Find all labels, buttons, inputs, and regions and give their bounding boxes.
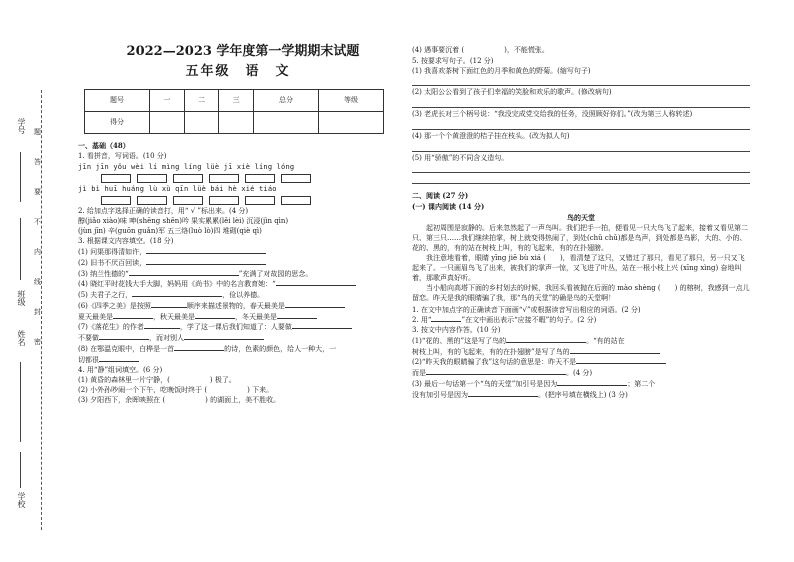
reading-question-3: 3. 按文中内容作答。(10 分)	[412, 326, 501, 335]
question-4-3	[78, 396, 398, 405]
score-table-header: 总分	[253, 89, 318, 111]
question-3-6-cont	[78, 312, 398, 322]
answer-box[interactable]	[173, 174, 203, 183]
answer-boxes-row	[78, 196, 398, 205]
prompt-text: 。(4 分)	[566, 369, 593, 378]
seat-number-label: 学号	[17, 118, 26, 134]
prompt-text: )，不能慌张。	[504, 46, 549, 54]
seal-word: 线	[34, 278, 41, 286]
seal-word: 题	[34, 128, 41, 136]
prompt-text: (7)《落花生》的作者	[78, 323, 144, 332]
prompt-text: 顺序来描述景物的，春天最美是	[186, 301, 285, 310]
fill-blank[interactable]	[151, 301, 187, 308]
prompt-text: (4) 遇事要沉着 (	[412, 46, 465, 54]
exam-subtitle: 五年级 语 文	[185, 64, 291, 80]
fill-blank[interactable]	[129, 269, 239, 276]
seat-number-line	[20, 152, 21, 202]
question-3-7	[78, 322, 398, 332]
answer-line[interactable]	[412, 162, 750, 173]
prompt-text: (3) 夕阳西下，余晖映照在 (	[78, 395, 166, 404]
class-line	[20, 218, 21, 280]
question-1: 1. 看拼音，写词语。(10 分)	[78, 152, 167, 161]
prompt-text: 夏天最美是	[78, 312, 113, 321]
school-line	[20, 452, 21, 488]
answer-box[interactable]	[209, 174, 239, 183]
score-table-header: 一	[150, 89, 185, 111]
score-row-label: 得分	[85, 111, 150, 133]
fill-blank[interactable]	[285, 301, 345, 308]
question-5: 5. 按要求写句子。(12 分)	[412, 56, 494, 65]
prompt-text: 不要做	[78, 334, 99, 342]
pinyin-row: jīn jīn yǒu wèi lí mìng líng lüè jī xiè líng lóng	[78, 163, 295, 171]
prompt-text: (3) 最后一句话第一个“鸟的天堂”加引号是因为	[412, 379, 558, 388]
question-5-1: (1) 我喜欢茶树下面红色的月季和黄色的野菊。(缩写句子)	[412, 66, 591, 75]
section-reading-title: 二、阅读 (27 分)	[412, 191, 469, 201]
school-label: 学校	[17, 492, 26, 508]
question-4-2	[78, 386, 398, 395]
prompt-text: ，学了这一课后我们知道了：人要做	[179, 323, 292, 332]
fill-blank[interactable]	[184, 333, 264, 340]
seal-word: 不	[34, 218, 41, 226]
fill-blank[interactable]	[113, 312, 153, 319]
prompt-text: ；第二个	[627, 379, 656, 388]
prompt-text: (6)《四季之美》是按照	[78, 301, 151, 310]
question-5-4: (4) 那一个个黄澄澄的桔子挂在枝头。(改为拟人句)	[412, 131, 570, 140]
pinyin-row: jì bì huī huáng lù xù qīn lüè bái hè xié tiáo	[78, 185, 277, 193]
score-cell[interactable]	[253, 111, 318, 133]
question-3-8-cont	[78, 355, 398, 365]
prompt-text: ”在文中画出表示“应接不暇”的句子。(2 分)	[461, 316, 597, 325]
prompt-text: 切都很	[78, 355, 99, 364]
answer-line[interactable]	[412, 97, 750, 108]
prompt-text: 2. 用“	[412, 316, 432, 325]
fill-blank[interactable]	[570, 347, 660, 354]
fill-blank[interactable]	[576, 357, 666, 364]
seal-word: 答	[34, 158, 41, 166]
fill-blank[interactable]	[557, 379, 627, 386]
prompt-text: 的诗，色素的颜色，给人一种大，一	[224, 344, 337, 353]
reading-question-3-2	[412, 357, 750, 367]
question-5-5: (5) 用“骄傲”的不同含义造句。	[412, 153, 509, 162]
fill-blank[interactable]	[144, 322, 180, 329]
prompt-text: ，而对别人	[149, 334, 184, 342]
question-2: 2. 给加点字选择正确的读音打，用“ √ ”标出来。(4 分)	[78, 207, 249, 215]
question-4: 4. 用“静”组词填空。(6 分)	[78, 366, 163, 375]
prompt-text: (8) 在鄂温克眼中，白桦是一首	[78, 344, 175, 353]
binding-margin	[0, 0, 70, 562]
answer-box[interactable]	[209, 196, 239, 205]
score-table-header: 三	[219, 89, 254, 111]
exam-title: 2022—2023 学年度第一学期期末试题	[126, 44, 360, 59]
prompt-text: ) 的湖面上，美不胜收。	[205, 395, 281, 404]
fill-blank[interactable]	[431, 315, 461, 322]
seal-word: 内	[34, 248, 41, 256]
question-3-8	[78, 344, 398, 354]
prompt-text: (1) 问渠那得清如许，	[78, 248, 147, 256]
seal-word: 封	[34, 308, 41, 316]
prompt-text: ) 下来。	[247, 385, 274, 394]
answer-line[interactable]	[412, 173, 750, 184]
prompt-text: 而是	[412, 369, 426, 378]
answer-line[interactable]	[412, 75, 750, 86]
prompt-text: 。“有的站在	[586, 336, 625, 345]
fill-blank[interactable]	[276, 279, 356, 286]
question-4-1	[78, 376, 398, 385]
answer-box[interactable]	[245, 174, 275, 183]
prompt-text: (1)“花的、黑的”这是写了鸟的	[412, 336, 507, 345]
question-3-7-cont	[78, 333, 398, 343]
score-table-header-row	[85, 89, 384, 111]
passage-paragraph: 起初周围是寂静的。后来忽然起了一声鸟叫。我们把手一拍，便看见一只大鸟飞了起来，接着又看见第二只、第三只……我们继续拍掌，树上就变得热闹了，到处(chǔ chǔ)都是鸟声，到处都是鸟影，大的、小的、花的、黑的，有的站在树枝上叫，有的飞起来，有的在扑翅膀。	[412, 223, 748, 252]
fill-blank[interactable]	[146, 247, 266, 254]
score-cell[interactable]	[150, 111, 185, 133]
question-2-row: 醇(jiǎo xiào)味 呻(shēng shēn)吟 果实累累(lěi lèi) 沉浸(jìn qìn)	[78, 216, 289, 225]
reading-question-3-1	[412, 336, 750, 346]
score-table-row	[85, 111, 384, 133]
prompt-text: 。(把序号填在横线上) (3 分)	[538, 390, 628, 399]
answer-box[interactable]	[245, 196, 275, 205]
question-3-3	[78, 269, 398, 279]
fill-blank[interactable]	[292, 322, 352, 329]
left-column	[78, 40, 398, 404]
prompt-text: (2) 旧书不厌百回读，	[78, 258, 147, 267]
reading-question-3-2-cont	[412, 368, 750, 378]
passage-title: 鸟的天堂	[567, 212, 595, 222]
fill-blank[interactable]	[174, 344, 224, 351]
question-3-5	[78, 290, 398, 300]
prompt-text: (2)“昨天我的眼睛骗了我”这句话的意思是：昨天不是	[412, 358, 577, 367]
question-3-1	[78, 247, 398, 257]
answer-box[interactable]	[281, 196, 311, 205]
reading-question-3-3-cont	[412, 390, 750, 400]
fill-blank[interactable]	[146, 258, 266, 265]
score-cell[interactable]	[318, 111, 383, 133]
prompt-text: (3) 纳兰性德的“	[78, 269, 129, 278]
passage-paragraph: 当小船向高塔下面的乡村划去的时候，我回头看被抛在后面的 mào shèng ( ) 的榕树，我感到一点儿留恋。昨天是我的眼睛骗了我，那“鸟的天堂”的确是鸟的天堂啊！	[412, 284, 750, 303]
prompt-text: (4) 晓红平时花钱大手大脚，妈妈用《尚书》中的名言教育她：“	[78, 280, 276, 289]
prompt-text: ，秋天最美是	[153, 312, 195, 321]
prompt-text: (2) 小外孙吵闹一个下午，吃晚饭时终于 (	[78, 385, 208, 394]
score-cell[interactable]	[184, 111, 219, 133]
prompt-text: ，俭以养德。	[222, 291, 265, 299]
question-3-6	[78, 301, 398, 311]
question-4-4	[412, 46, 750, 55]
score-table	[84, 89, 384, 134]
question-3-4	[78, 279, 398, 289]
answer-line[interactable]	[412, 141, 750, 152]
answer-box[interactable]	[101, 196, 131, 205]
name-label: 姓名	[17, 330, 26, 346]
fill-blank[interactable]	[99, 355, 139, 362]
prompt-text: (1) 黄昏的森林里一片宁静，(	[78, 376, 170, 384]
question-3-2	[78, 258, 398, 268]
subsection-title: (一) 课内阅读 (14 分)	[412, 202, 485, 211]
prompt-text: ”充满了对故园的思念。	[238, 269, 313, 278]
question-5-3: (3) 老虎长对三个柄号说：“我没完成党交给我的任务，没照顾好你们。”(改为第三人称转述)	[412, 110, 693, 118]
answer-boxes-row	[78, 174, 398, 183]
answer-box[interactable]	[173, 196, 203, 205]
answer-box[interactable]	[101, 174, 131, 183]
question-2-row: (jùn jīn) 辛(guōn guǎn)军 五三络(luò lò)四 堆砌(qiè qì)	[78, 226, 262, 235]
section-basics-title: 一、基础（48）	[78, 140, 130, 150]
answer-line[interactable]	[412, 119, 750, 130]
passage-paragraph: 我注意地看着，眼睛 yīng jiē bù xiá ( )，看清楚了这只，又错过了那只，看见了那只，另一只又飞起来了。一只画眉鸟飞了出来，被我们的掌声一惊，又飞进了叶丛，站在一根小枝上兴 (xīng xìng) 奋地叫着，那歌声真好听。	[412, 253, 745, 283]
prompt-text: (5) 夫君子之行，	[78, 291, 133, 299]
right-column	[412, 44, 750, 399]
prompt-text: ) 极了。	[209, 376, 236, 384]
reading-question-2	[412, 315, 750, 325]
class-label: 班级	[17, 290, 26, 306]
fill-blank[interactable]	[506, 336, 586, 343]
question-3: 3. 根据课文内容填空。(18 分)	[78, 237, 174, 246]
name-line	[20, 362, 21, 442]
score-table-header: 题号	[85, 89, 150, 111]
seal-dashed-line	[41, 90, 42, 530]
answer-box[interactable]	[137, 196, 167, 205]
fill-blank[interactable]	[426, 368, 566, 375]
question-5-2: (2) 太阳公公看到了孩子们幸福的笑脸和欢乐的歌声。(修改病句)	[412, 88, 612, 97]
prompt-text: ，冬天最美是	[235, 312, 277, 321]
fill-blank[interactable]	[468, 390, 538, 397]
fill-blank[interactable]	[277, 312, 317, 319]
fill-blank[interactable]	[132, 290, 222, 297]
reading-question-1: 1. 在文中加点字的正确读音下面画“√”或根据读音写出相应的词语。(2 分)	[412, 305, 641, 314]
score-table-header: 等级	[318, 89, 383, 111]
seal-word: 要	[34, 188, 41, 196]
answer-box[interactable]	[281, 174, 311, 183]
answer-box[interactable]	[137, 174, 167, 183]
seal-word: 密	[34, 338, 41, 346]
reading-question-3-3	[412, 379, 750, 389]
fill-blank[interactable]	[195, 312, 235, 319]
prompt-text: 没有加引号是因为	[412, 390, 468, 399]
score-table-header: 二	[184, 89, 219, 111]
score-cell[interactable]	[219, 111, 254, 133]
prompt-text: 树枝上叫，有的飞起来，有的在扑翅膀”是写了鸟的	[412, 347, 570, 356]
reading-question-3-1-cont	[412, 347, 750, 357]
fill-blank[interactable]	[99, 333, 149, 340]
